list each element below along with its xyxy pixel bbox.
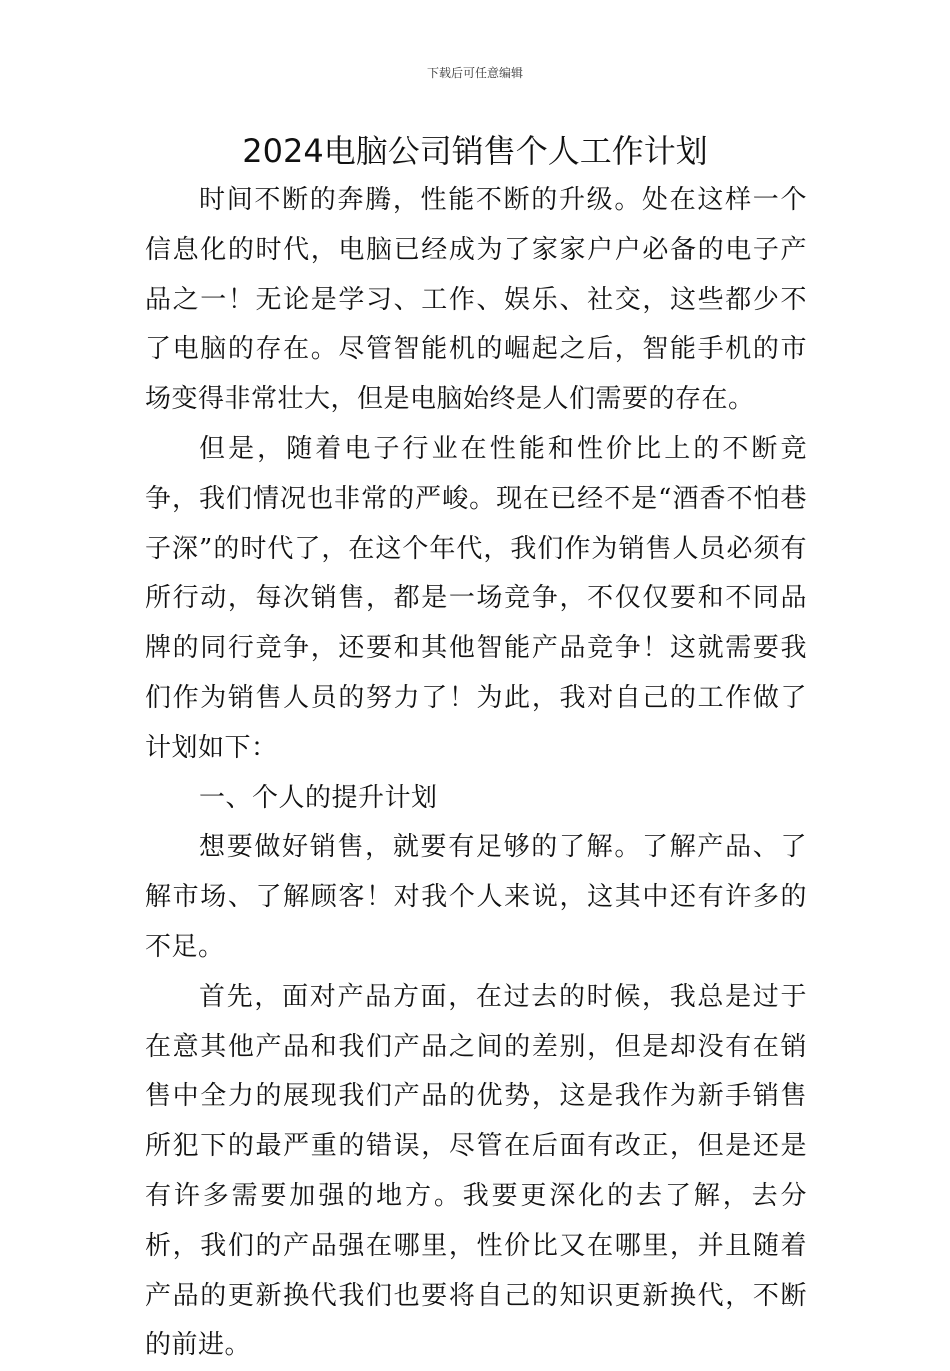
document-title: 2024电脑公司销售个人工作计划 (242, 132, 708, 170)
header-note: 下载后可任意编辑 (426, 66, 523, 80)
paragraph-product: 首先，面对产品方面，在过去的时候，我总是过于在意其他产品和我们产品之间的差别，但是却没有在销售中全力的展现我们产品的优势，这是我作为新手销售所犯下的最严重的错误，尽管在后面有改正，但是还是有许多需要加强的地方。我要更深化的去了解，去分析，我们的产品强在哪里，性价比又在哪里，并且随着产品的更新换代我们也要将自己的知识更新换代，不断的前进。 (145, 981, 807, 1361)
paragraph-intro: 时间不断的奔腾，性能不断的升级。处在这样一个信息化的时代，电脑已经成为了家家户户必备的电子产品之一！无论是学习、工作、娱乐、社交，这些都少不了电脑的存在。尽管智能机的崛起之后，智能手机的市场变得非常壮大，但是电脑始终是人们需要的存在。 (145, 185, 807, 415)
section-heading-personal-plan: 一、个人的提升计划 (199, 782, 438, 813)
paragraph-competition: 但是，随着电子行业在性能和性价比上的不断竞争，我们情况也非常的严峻。现在已经不是“酒香不怕巷子深”的时代了，在这个年代，我们作为销售人员必须有所行动，每次销售，都是一场竞争，不仅仅要和不同品牌的同行竞争，还要和其他智能产品竞争！这就需要我们作为销售人员的努力了！为此，我对自己的工作做了计划如下： (145, 433, 807, 763)
document-body (145, 176, 807, 1371)
paragraph-understanding: 想要做好销售，就要有足够的了解。了解产品、了解市场、了解顾客！对我个人来说，这其中还有许多的不足。 (145, 832, 807, 962)
